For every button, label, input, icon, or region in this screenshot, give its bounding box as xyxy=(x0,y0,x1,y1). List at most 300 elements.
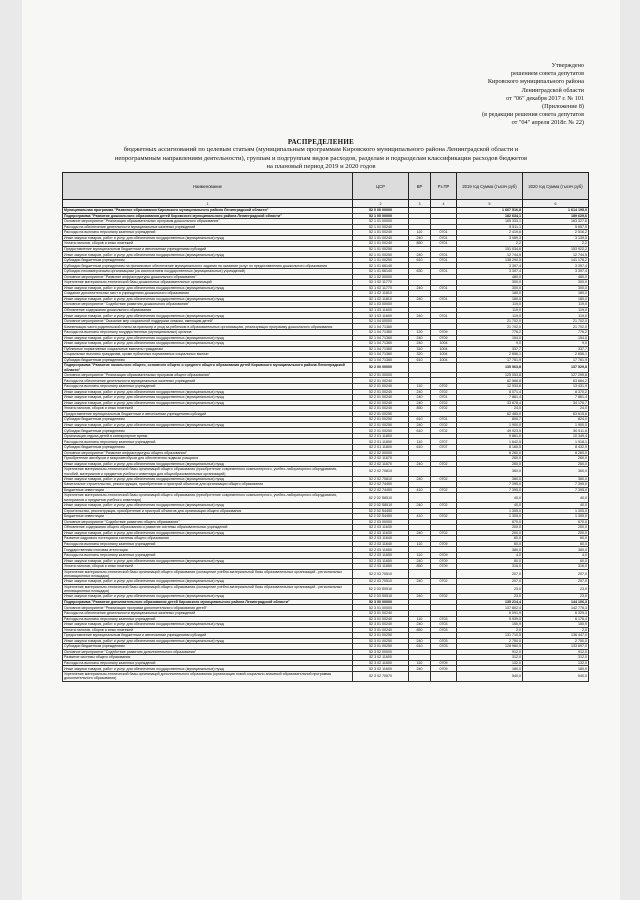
row-sum-2019: 207,0 xyxy=(457,569,523,579)
row-sum-2020: 136 447,0 xyxy=(523,633,589,639)
row-sum-2019: 200,0 xyxy=(457,525,523,531)
row-name: Расходы на выплаты персоналу казенных учреждений xyxy=(63,439,353,445)
row-csr: 52 2 01 11800 xyxy=(353,445,409,451)
row-name: Обновление содержания дошкольного образования xyxy=(63,307,353,313)
row-vr: 240 xyxy=(409,622,431,628)
row-csr: 52 2 01 00250 xyxy=(353,428,409,434)
row-vr: 110 xyxy=(409,384,431,390)
row-sum-2019: 132,0 xyxy=(457,660,523,666)
row-csr: 52 3 00 00000 xyxy=(353,599,409,605)
row-sum-2020: 260,0 xyxy=(523,461,589,467)
row-csr: 52 1 04 71360 xyxy=(353,335,409,341)
row-name: Субсидии бюджетным учреждениям на финансовое обеспечение муниципального задания на оказание услуг по предоставлению дошкольного образования xyxy=(63,263,353,269)
approval-line: решением совета депутатов xyxy=(510,70,584,78)
row-name: Иные закупки товаров, работ и услуг для обеспечения государственных (муниципальных) нужд xyxy=(63,395,353,401)
row-rzpr: 0702 xyxy=(431,406,457,412)
row-rzpr: 0709 xyxy=(431,564,457,570)
row-csr: 52 2 01 00250 xyxy=(353,417,409,423)
row-vr: 240 xyxy=(409,638,431,644)
row-sum-2020: 180,0 xyxy=(523,666,589,672)
row-name: Укрепление материально-технической базы организаций дополнительного образования (организация новой социально-значимой образовательной программы дополнительного образования) xyxy=(63,671,353,681)
row-csr: 52 1 04 71360 xyxy=(353,357,409,363)
row-sum-2019: 2,2 xyxy=(457,241,523,247)
row-csr: 52 1 02 11810 xyxy=(353,296,409,302)
row-vr: 110 xyxy=(409,439,431,445)
row-rzpr: 0702 xyxy=(431,476,457,482)
row-sum-2019: 7 395,0 xyxy=(457,482,523,488)
row-vr: 240 xyxy=(409,461,431,467)
row-rzpr: 1004 xyxy=(431,341,457,347)
row-csr: 52 2 01 11800 xyxy=(353,439,409,445)
row-sum-2020: 144 106,3 xyxy=(523,599,589,605)
row-csr: 52 1 04 71360 xyxy=(353,324,409,330)
row-sum-2020: 119,0 xyxy=(523,313,589,319)
row-sum-2019: 128 960,5 xyxy=(457,644,523,650)
row-rzpr xyxy=(431,467,457,477)
row-sum-2020: 776,2 xyxy=(523,330,589,336)
row-sum-2019: 135 563,8 xyxy=(457,363,523,373)
row-name: Иные закупки товаров, работ и услуг для обеспечения государственных (муниципальных) нужд xyxy=(63,638,353,644)
row-csr: 52 2 02 S8510 xyxy=(353,503,409,509)
header-number: 3 xyxy=(409,200,431,208)
row-rzpr: 0703 xyxy=(431,622,457,628)
approval-line: от "04" апреля 2018г. № 22) xyxy=(511,119,584,127)
row-vr: 240 xyxy=(409,296,431,302)
row-sum-2020: 8 432,9 xyxy=(523,445,589,451)
row-csr: 52 2 03 70510 xyxy=(353,579,409,585)
row-csr: 52 2 01 00250 xyxy=(353,411,409,417)
row-rzpr: 0707 xyxy=(431,439,457,445)
row-sum-2019: 60,0 xyxy=(457,536,523,542)
row-sum-2020: 2,2 xyxy=(523,241,589,247)
row-sum-2020: 8 370,2 xyxy=(523,389,589,395)
row-csr: 52 2 03 00000 xyxy=(353,519,409,525)
row-csr: 52 1 01 66140 xyxy=(353,269,409,275)
row-csr: 52 3 01 00250 xyxy=(353,633,409,639)
row-csr: 52 2 03 11630 xyxy=(353,530,409,536)
row-sum-2019: 260,0 xyxy=(457,456,523,462)
row-name: Расходы на выплаты персоналу казенных учреждений xyxy=(63,660,353,666)
row-name: Развитие кадрового потенциала системы общего образования xyxy=(63,536,353,542)
row-sum-2019: 1 642,5 xyxy=(457,439,523,445)
row-csr: 52 2 03 S0510 xyxy=(353,594,409,600)
row-sum-2019: 12 933,6 xyxy=(457,384,523,390)
row-rzpr: 0703 xyxy=(431,627,457,633)
row-rzpr: 0701 xyxy=(431,269,457,275)
row-name: Уплата налогов, сборов и иных платежей xyxy=(63,241,353,247)
row-sum-2020: 670,0 xyxy=(523,519,589,525)
row-name: Расходы на выплаты персоналу казенных учреждений xyxy=(63,384,353,390)
row-vr xyxy=(409,467,431,477)
row-csr: 52 2 01 00240 xyxy=(353,378,409,384)
row-csr: 52 3 01 00240 xyxy=(353,610,409,616)
row-sum-2020: 189 629,6 xyxy=(523,213,589,219)
row-sum-2019: 260,0 xyxy=(457,461,523,467)
row-sum-2020: 1 900,0 xyxy=(523,422,589,428)
row-name: Иные закупки товаров, работ и услуг для обеспечения государственных (муниципальных) нужд xyxy=(63,461,353,467)
row-sum-2019: 180,0 xyxy=(457,291,523,297)
row-sum-2020: 7 395,0 xyxy=(523,482,589,488)
row-sum-2019: 17 761,9 xyxy=(457,357,523,363)
row-sum-2020: 337,7 xyxy=(523,346,589,352)
header-vr: ВР xyxy=(409,173,431,200)
row-csr: 52 2 02 70810 xyxy=(353,467,409,477)
row-sum-2019: 180,0 xyxy=(457,666,523,672)
row-vr: 310 xyxy=(409,346,431,352)
title-line-3: на плановый период 2019 и 2020 годов xyxy=(266,163,376,171)
row-sum-2020: 60,0 xyxy=(523,541,589,547)
approval-line: (в редакции решения совета депутатов xyxy=(482,111,584,119)
row-sum-2019: 150,9 xyxy=(457,622,523,628)
row-rzpr: 0702 xyxy=(431,428,457,434)
row-vr: 850 xyxy=(409,406,431,412)
row-sum-2019: 2 656,1 xyxy=(457,352,523,358)
row-sum-2019: 24,0 xyxy=(457,406,523,412)
row-sum-2020: 260,0 xyxy=(523,456,589,462)
row-sum-2020: 137 529,8 xyxy=(523,363,589,373)
row-sum-2020: 3 139,5 xyxy=(523,235,589,241)
row-vr xyxy=(409,584,431,594)
row-sum-2020: 163 327,6 xyxy=(523,219,589,225)
row-sum-2019: 312,0 xyxy=(457,655,523,661)
row-sum-2020: 150,9 xyxy=(523,622,589,628)
row-name: Уплата налогов, сборов и иных платежей xyxy=(63,627,353,633)
row-csr: 52 2 01 11800 xyxy=(353,433,409,439)
row-sum-2020: 380,0 xyxy=(523,547,589,553)
row-sum-2020: 360,0 xyxy=(523,476,589,482)
row-sum-2020: 12 744,5 xyxy=(523,252,589,258)
row-sum-2020: 6 325,3 xyxy=(523,610,589,616)
row-sum-2019: 60,0 xyxy=(457,541,523,547)
row-rzpr: 0702 xyxy=(431,594,457,600)
row-sum-2020: 7 861,4 xyxy=(523,395,589,401)
row-rzpr: 0703 xyxy=(431,616,457,622)
table-row xyxy=(63,324,589,330)
row-csr: 52 2 03 11650 xyxy=(353,547,409,553)
row-sum-2020: 24,0 xyxy=(523,406,589,412)
row-name: Субсидии бюджетным учреждениям xyxy=(63,357,353,363)
row-csr: 52 2 01 00240 xyxy=(353,389,409,395)
row-sum-2020: 119,0 xyxy=(523,302,589,308)
row-sum-2019: 337,7 xyxy=(457,346,523,352)
row-name: Предоставление муниципальным бюджетным и автономным учреждениям субсидий xyxy=(63,246,353,252)
row-rzpr: 0709 xyxy=(431,541,457,547)
row-sum-2019: 670,0 xyxy=(457,519,523,525)
row-name: Иные закупки товаров, работ и услуг для обеспечения государственных (муниципальных) нужд xyxy=(63,503,353,509)
row-name: Расходы на выплаты персоналу государственных (муниципальных) органов xyxy=(63,330,353,336)
table-header-row xyxy=(63,173,589,200)
row-rzpr: 1004 xyxy=(431,352,457,358)
row-rzpr xyxy=(431,584,457,594)
row-sum-2019: 1 900,0 xyxy=(457,422,523,428)
row-vr: 240 xyxy=(409,558,431,564)
row-sum-2019: 40,0 xyxy=(457,493,523,503)
row-sum-2020: 60,0 xyxy=(523,536,589,542)
row-sum-2020: 4,0 xyxy=(523,552,589,558)
row-sum-2020: 34 176,7 xyxy=(523,400,589,406)
row-sum-2019: 119,0 xyxy=(457,302,523,308)
row-rzpr: 0701 xyxy=(431,296,457,302)
header-csr: ЦСР xyxy=(353,173,409,200)
row-csr: 52 1 01 00250 xyxy=(353,257,409,263)
row-vr: 630 xyxy=(409,269,431,275)
row-csr: 52 2 02 S4450 xyxy=(353,514,409,520)
row-name: Основное мероприятие "Содействие развитию дошкольного образования" xyxy=(63,302,353,308)
approval-line: (Приложение 8) xyxy=(542,103,584,111)
row-csr: 52 0 00 00000 xyxy=(353,208,409,214)
row-name: Иные закупки товаров, работ и услуг для обеспечения государственных (муниципальных) нужд xyxy=(63,622,353,628)
row-csr: 52 1 01 00240 xyxy=(353,241,409,247)
row-vr: 610 xyxy=(409,644,431,650)
row-csr: 52 1 04 00000 xyxy=(353,318,409,324)
row-vr xyxy=(409,671,431,681)
row-sum-2019: 138 290,5 xyxy=(457,257,523,263)
row-name: Приобретение автобусов и микроавтобусов для обеспечения подвоза учащихся xyxy=(63,456,353,462)
row-vr: 110 xyxy=(409,541,431,547)
row-name: Субсидии бюджетным учреждениям xyxy=(63,417,353,423)
row-sum-2020: 127 299,8 xyxy=(523,372,589,378)
row-rzpr: 0709 xyxy=(431,335,457,341)
row-name: Расходы на обеспечение деятельности муниципальных казенных учреждений xyxy=(63,610,353,616)
row-csr: 52 2 03 S0510 xyxy=(353,584,409,594)
row-sum-2019: 119,0 xyxy=(457,313,523,319)
row-name: Расходы на выплаты персоналу казенных учреждений xyxy=(63,541,353,547)
row-vr: 110 xyxy=(409,660,431,666)
row-sum-2020: 21 702,0 xyxy=(523,318,589,324)
header-number: 2 xyxy=(353,200,409,208)
table-row xyxy=(63,467,589,477)
row-name: Бюджетные инвестиции xyxy=(63,487,353,493)
row-vr: 240 xyxy=(409,530,431,536)
row-sum-2019: 4,0 xyxy=(457,552,523,558)
row-name: Уплата налогов, сборов и иных платежей xyxy=(63,406,353,412)
row-sum-2019: 360,0 xyxy=(457,476,523,482)
row-sum-2019: 2 419,6 xyxy=(457,230,523,236)
row-csr: 52 2 03 11630 xyxy=(353,525,409,531)
row-sum-2020: 1 305,0 xyxy=(523,508,589,514)
row-vr: 240 xyxy=(409,285,431,291)
row-vr: 240 xyxy=(409,503,431,509)
row-rzpr: 0701 xyxy=(431,417,457,423)
row-sum-2019: 300,0 xyxy=(457,280,523,286)
row-sum-2020: 17 761,9 xyxy=(523,357,589,363)
row-csr: 52 2 03 11650 xyxy=(353,564,409,570)
table-body xyxy=(63,208,589,682)
row-csr: 52 2 02 11670 xyxy=(353,456,409,462)
header-2020: 2020 год Сумма (тысяч руб) xyxy=(523,173,589,200)
row-sum-2019: 125 053,8 xyxy=(457,372,523,378)
row-name: Основное мероприятие "Реализация образовательных программ дошкольного образования" xyxy=(63,219,353,225)
row-csr: 52 1 01 00250 xyxy=(353,252,409,258)
row-rzpr: 0701 xyxy=(431,313,457,319)
table-row xyxy=(63,363,589,373)
row-sum-2020: 142 776,3 xyxy=(523,605,589,611)
row-name: Субсидии бюджетным учреждениям xyxy=(63,445,353,451)
row-sum-2019: 9 861,0 xyxy=(457,433,523,439)
row-vr: 610 xyxy=(409,428,431,434)
approval-stamp xyxy=(354,62,584,128)
row-vr: 240 xyxy=(409,579,431,585)
row-name: Иные закупки товаров, работ и услуг для обеспечения государственных (муниципальных) нужд xyxy=(63,335,353,341)
row-name: Основное мероприятие "Развитие инфраструктуры общего образования" xyxy=(63,450,353,456)
row-sum-2019: 9,0 xyxy=(457,341,523,347)
header-number: 6 xyxy=(523,200,589,208)
row-rzpr: 0701 xyxy=(431,252,457,258)
title-line-1: бюджетных ассигнований по целевым статьям (муниципальным программам Кировского муниципального района Ленинградской области и xyxy=(123,146,519,154)
row-name: Иные закупки товаров, работ и услуг для обеспечения государственных (муниципальных) нужд xyxy=(63,530,353,536)
row-name: Подпрограмма "Развитие начального общего, основного общего и среднего общего образования детей Кировского муниципального района Ленинградской области" xyxy=(63,363,353,373)
row-sum-2020: 6 176,4 xyxy=(523,616,589,622)
row-name: Иные закупки товаров, работ и услуг для обеспечения государственных (муниципальных) нужд xyxy=(63,341,353,347)
header-number: 4 xyxy=(431,200,457,208)
row-name: Субсидии некоммерческим организациям (за исключением государственных (муниципальных) учреждений) xyxy=(63,269,353,275)
row-rzpr: 0707 xyxy=(431,445,457,451)
row-csr: 52 2 03 11640 xyxy=(353,536,409,542)
row-rzpr: 0709 xyxy=(431,330,457,336)
row-vr: 850 xyxy=(409,564,431,570)
row-sum-2019: 135 214,4 xyxy=(457,599,523,605)
row-name: Организация отдыха детей в каникулярное время xyxy=(63,433,353,439)
row-name: Основное мероприятие "Реализация программ дополнительного образования детей" xyxy=(63,605,353,611)
row-csr: 52 1 01 00000 xyxy=(353,219,409,225)
row-sum-2020: 60,0 xyxy=(523,558,589,564)
row-sum-2020: 312,0 xyxy=(523,655,589,661)
row-rzpr: 0701 xyxy=(431,230,457,236)
row-sum-2020: 207,0 xyxy=(523,579,589,585)
row-sum-2019: 3 397,4 xyxy=(457,269,523,275)
row-sum-2019: 33 678,4 xyxy=(457,400,523,406)
row-vr: 240 xyxy=(409,389,431,395)
row-name: Иные закупки товаров, работ и услуг для обеспечения государственных (муниципальных) нужд xyxy=(63,579,353,585)
row-name: Иные закупки товаров, работ и услуг для обеспечения государственных (муниципальных) нужд xyxy=(63,558,353,564)
row-vr: 240 xyxy=(409,666,431,672)
row-sum-2019: 480,0 xyxy=(457,274,523,280)
row-name: Основное мероприятие "Содействие развитию дополнительного образования" xyxy=(63,649,353,655)
row-sum-2019: 1 305,0 xyxy=(457,514,523,520)
row-sum-2020: 119,0 xyxy=(523,307,589,313)
row-sum-2019: 207,0 xyxy=(457,579,523,585)
row-name: Расходы на выплаты персоналу казенных учреждений xyxy=(63,230,353,236)
row-rzpr xyxy=(431,671,457,681)
row-rzpr: 0701 xyxy=(431,395,457,401)
row-sum-2019: 5 939,0 xyxy=(457,616,523,622)
row-csr: 52 3 01 00250 xyxy=(353,638,409,644)
title-line-2: непрограммным направлениям деятельности), группам и подгруппам видов расходов, разделам и подразделам классификации расходов бюджетов xyxy=(114,154,528,162)
row-sum-2020: 2 516,2 xyxy=(523,230,589,236)
row-sum-2020: 63 684,2 xyxy=(523,378,589,384)
row-name: Расходы на обеспечение деятельности муниципальных казенных учреждений xyxy=(63,224,353,230)
budget-table xyxy=(62,172,589,682)
row-vr: 610 xyxy=(409,257,431,263)
row-name: Иные закупки товаров, работ и услуг для обеспечения государственных (муниципальных) нужд xyxy=(63,285,353,291)
title-heading: РАСПРЕДЕЛЕНИЕ xyxy=(287,138,355,146)
row-csr: 52 3 02 11600 xyxy=(353,655,409,661)
row-vr: 240 xyxy=(409,313,431,319)
row-sum-2020: 23,0 xyxy=(523,594,589,600)
row-csr: 52 1 01 66140 xyxy=(353,263,409,269)
row-csr: 52 1 01 00240 xyxy=(353,224,409,230)
row-sum-2019: 8 071,4 xyxy=(457,389,523,395)
row-vr: 610 xyxy=(409,357,431,363)
row-rzpr: 0703 xyxy=(431,644,457,650)
row-sum-2020: 8 260,0 xyxy=(523,450,589,456)
row-rzpr: 1004 xyxy=(431,346,457,352)
row-csr: 52 2 03 11650 xyxy=(353,558,409,564)
header-2019: 2019 год Сумма (тысяч руб) xyxy=(457,173,523,200)
row-name: Субсидии бюджетным учреждениям xyxy=(63,644,353,650)
row-sum-2020: 912,0 xyxy=(523,649,589,655)
row-rzpr: 0709 xyxy=(431,660,457,666)
row-csr: 52 2 02 11670 xyxy=(353,461,409,467)
row-vr: 320 xyxy=(409,352,431,358)
row-csr: 52 1 01 00240 xyxy=(353,235,409,241)
row-rzpr: 0701 xyxy=(431,257,457,263)
row-sum-2019: 7 395,0 xyxy=(457,487,523,493)
row-sum-2020: 13 431,9 xyxy=(523,384,589,390)
row-vr: 110 xyxy=(409,230,431,236)
row-name: Предоставление муниципальным бюджетным и автономным учреждениям субсидий xyxy=(63,411,353,417)
row-csr: 52 2 03 11640 xyxy=(353,541,409,547)
row-vr: 110 xyxy=(409,552,431,558)
row-name: Основное мероприятие "Реализация образовательных программ общего образования" xyxy=(63,372,353,378)
row-sum-2020: 200,0 xyxy=(523,530,589,536)
row-vr: 120 xyxy=(409,330,431,336)
row-vr: 240 xyxy=(409,341,431,347)
row-sum-2020: 50 511,6 xyxy=(523,428,589,434)
header-rzpr: Рз ПР xyxy=(431,173,457,200)
row-name: Подпрограмма "Развитие дополнительного образования детей Кировского муниципального района Ленинградской области" xyxy=(63,599,353,605)
row-vr: 240 xyxy=(409,335,431,341)
row-sum-2019: 21 702,0 xyxy=(457,318,523,324)
row-vr: 410 xyxy=(409,514,431,520)
row-rzpr: 0702 xyxy=(431,389,457,395)
row-rzpr: 1004 xyxy=(431,357,457,363)
row-sum-2020: 3 397,4 xyxy=(523,263,589,269)
row-vr: 240 xyxy=(409,422,431,428)
row-sum-2019: 5 511,1 xyxy=(457,224,523,230)
row-csr: 52 2 02 74450 xyxy=(353,487,409,493)
row-csr: 52 2 01 00240 xyxy=(353,395,409,401)
row-csr: 52 2 02 00000 xyxy=(353,450,409,456)
row-name: Подпрограмма "Развитие дошкольного образования детей Кировского муниципального района Ленинградской области" xyxy=(63,213,353,219)
row-rzpr xyxy=(431,363,457,373)
row-csr: 52 1 03 00000 xyxy=(353,302,409,308)
row-sum-2019: 62 568,8 xyxy=(457,378,523,384)
row-csr: 52 2 00 00000 xyxy=(353,363,409,373)
row-name: Социальные выплаты гражданам, кроме публичных нормативных социальных выплат xyxy=(63,352,353,358)
row-vr: 850 xyxy=(409,627,431,633)
row-csr: 52 1 04 71360 xyxy=(353,346,409,352)
row-sum-2020: 133 697,0 xyxy=(523,644,589,650)
row-sum-2019: 1 667 516,8 xyxy=(457,208,523,214)
row-name: Государственная итоговая аттестация xyxy=(63,547,353,553)
row-sum-2020: 9,0 xyxy=(523,341,589,347)
row-vr: 110 xyxy=(409,616,431,622)
row-csr: 52 1 03 11600 xyxy=(353,313,409,319)
row-rzpr: 0702 xyxy=(431,400,457,406)
row-sum-2020: 21 702,0 xyxy=(523,324,589,330)
row-sum-2019: 60,0 xyxy=(457,558,523,564)
row-sum-2020: 7 395,0 xyxy=(523,487,589,493)
row-sum-2020: 360,0 xyxy=(523,467,589,477)
row-rzpr: 0701 xyxy=(431,235,457,241)
row-rzpr: 0709 xyxy=(431,552,457,558)
row-name: Иные закупки товаров, работ и услуг для обеспечения государственных (муниципальных) нужд xyxy=(63,252,353,258)
row-vr xyxy=(409,363,431,373)
row-csr: 52 1 02 11770 xyxy=(353,285,409,291)
row-name: Субсидии бюджетным учреждениям xyxy=(63,257,353,263)
row-rzpr xyxy=(431,569,457,579)
